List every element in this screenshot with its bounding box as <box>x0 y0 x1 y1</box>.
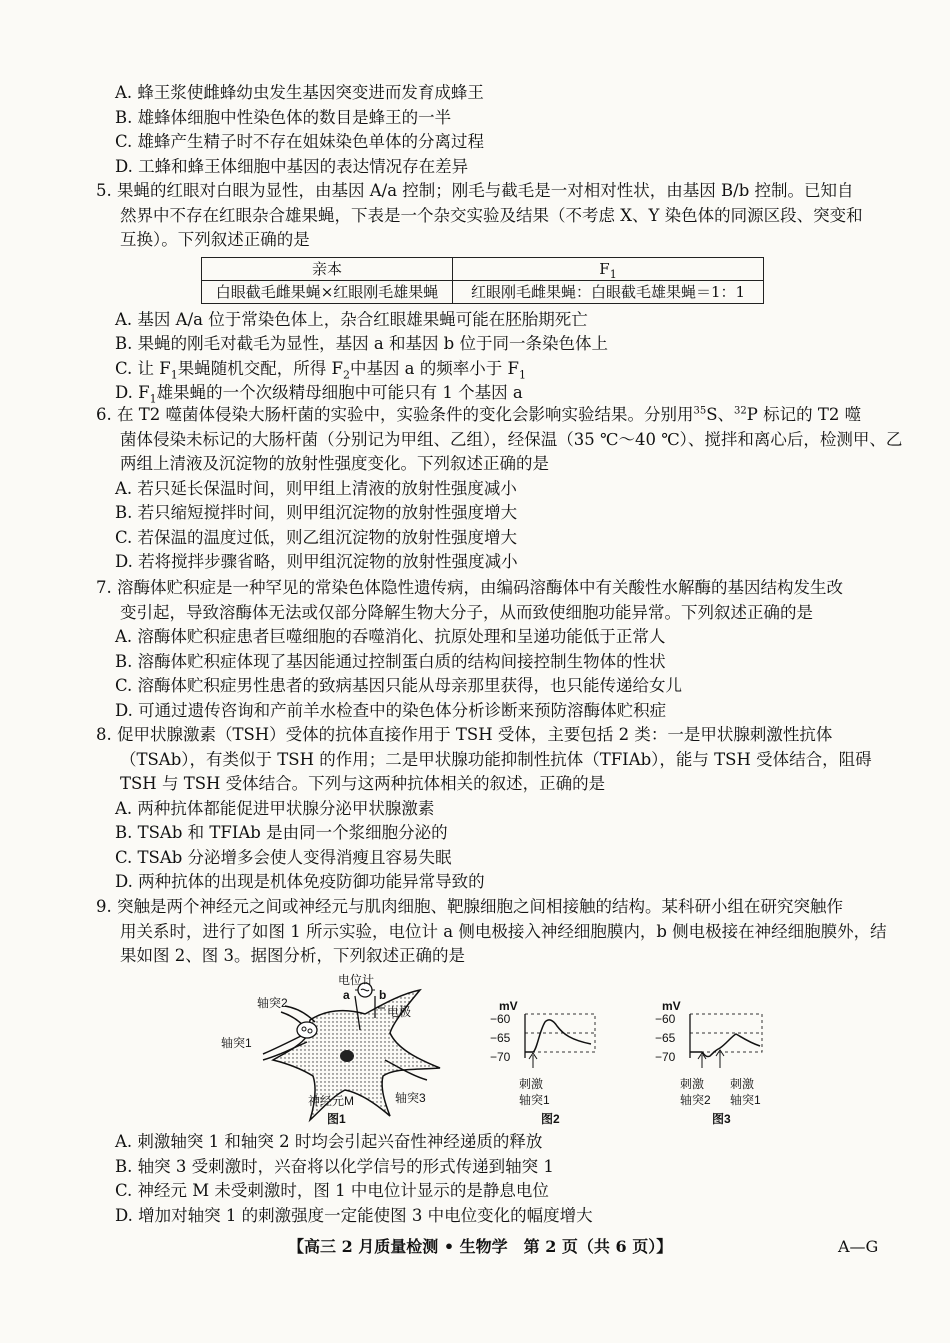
question-7 <box>96 576 871 723</box>
figure-2-tick-65: −65 <box>490 1031 511 1045</box>
q7-option-c: C. 溶酶体贮积症男性患者的致病基因只能从母亲那里获得，也只能传递给女儿 <box>115 676 683 695</box>
q4-option-b: B. 雄蜂体细胞中性染色体的数目是蜂王的一半 <box>115 107 452 127</box>
q5-table-header-parent: 亲本 <box>202 257 453 280</box>
q8-option-a: A. 两种抗体都能促进甲状腺分泌甲状腺激素 <box>115 798 435 818</box>
figure-3-stim-a-target: 轴突2 <box>680 1093 711 1107</box>
q8-option-d: D. 两种抗体的出现是机体免疫防御功能异常导致的 <box>115 872 485 891</box>
question-5 <box>96 179 871 406</box>
q9-options <box>96 1130 871 1228</box>
q5-option-b: B. 果蝇的刚毛对截毛为显性，基因 a 和基因 b 位于同一条染色体上 <box>115 334 608 353</box>
figure-3-stim-b-label: 刺激 <box>730 1077 755 1091</box>
q6-stem-line-3: 两组上清液及沉淀物的放射性强度变化。下列叙述正确的是 <box>120 454 549 473</box>
figure-3-tick-70: −70 <box>655 1050 676 1064</box>
figure-2-tick-70: −70 <box>490 1050 511 1064</box>
q8-stem-line-3: TSH 与 TSH 受体结合。下列与这两种抗体相关的叙述，正确的是 <box>120 774 606 793</box>
axon-1-label: 轴突1 <box>221 1036 252 1050</box>
q7-option-b: B. 溶酶体贮积症体现了基因能通过控制蛋白质的结构间接控制生物体的性状 <box>115 651 666 671</box>
figure-3-trace <box>690 1034 760 1057</box>
q8-option-c: C. TSAb 分泌增多会使人变得消瘦且容易失眠 <box>115 847 452 867</box>
q5-table-f1-result: 红眼刚毛雌果蝇：白眼截毛雄果蝇＝1：1 <box>453 280 764 303</box>
q6-option-a: A. 若只延长保温时间，则甲组上清液的放射性强度减小 <box>115 478 517 498</box>
q6-stem-line-1: 6. 在 T2 噬菌体侵染大肠杆菌的实验中，实验条件的变化会影响实验结果。分别用$^{35}$S、$^{32}$P 标记的 T2 噬 <box>96 405 862 424</box>
q5-option-a: A. 基因 A/a 位于常染色体上，杂合红眼雄果蝇可能在胚胎期死亡 <box>115 309 588 329</box>
axon-2-label: 轴突2 <box>257 996 288 1010</box>
q5-stem-line-1: 5. 果蝇的红眼对白眼为显性，由基因 A/a 控制；刚毛与截毛是一对相对性状，由基因 B/b 控制。已知自 <box>96 181 854 200</box>
q5-stem-line-2: 然界中不存在红眼杂合雄果蝇，下表是一个杂交实验及结果（不考虑 X、Y 染色体的同源区段、突变和 <box>120 205 863 225</box>
figure-2-stim-target: 轴突1 <box>519 1093 550 1107</box>
figure-2-unit: mV <box>499 999 518 1013</box>
footer-paper-code: A—G <box>838 1237 879 1256</box>
electrode-label: 电极 <box>387 1005 412 1019</box>
q5-table-header-f1: $F_1$ <box>453 257 764 280</box>
figure-3 <box>640 992 790 1128</box>
q7-stem-line-2: 变引起，导致溶酶体无法或仅部分降解生物大分子，从而致使细胞功能异常。下列叙述正确的是 <box>120 602 813 622</box>
figure-2-tick-60: −60 <box>490 1012 511 1026</box>
q4-option-c: C. 雄蜂产生精子时不存在姐妹染色单体的分离过程 <box>115 132 485 151</box>
figure-1-caption: 图1 <box>327 1112 346 1126</box>
figure-2 <box>467 992 607 1128</box>
q4-option-a: A. 蜂王浆使雌蜂幼虫发生基因突变进而发育成蜂王 <box>115 83 484 102</box>
question-4-options <box>107 81 882 179</box>
figure-3-tick-65: −65 <box>655 1031 676 1045</box>
q6-option-d: D. 若将搅拌步骤省略，则甲组沉淀物的放射性强度减小 <box>115 552 518 571</box>
nucleus <box>340 1050 354 1062</box>
q8-stem-line-1: 8. 促甲状腺激素（TSH）受体的抗体直接作用于 TSH 受体，主要包括 2 类：一是甲状腺刺激性抗体 <box>96 725 833 744</box>
q5-option-c: C. 让 $F_1$果蝇随机交配，所得 $F_2$中基因 a 的频率小于 $F_1$ <box>115 358 526 381</box>
axon-3-label: 轴突3 <box>395 1091 426 1105</box>
question-9 <box>96 895 887 969</box>
q9-option-d: D. 增加对轴突 1 的刺激强度一定能使图 3 中电位变化的幅度增大 <box>115 1205 593 1225</box>
q5-table-parent-cross: 白眼截毛雌果蝇×红眼刚毛雄果蝇 <box>202 280 453 303</box>
q8-stem-line-2: （TSAb），有类似于 TSH 的作用；二是甲状腺功能抑制性抗体（TFIAb），能与 TSH 受体结合，阻碍 <box>120 749 872 769</box>
q7-option-d: D. 可通过遗传咨询和产前羊水检查中的染色体分析诊断来预防溶酶体贮积症 <box>115 700 667 720</box>
q6-option-b: B. 若只缩短搅拌时间，则甲组沉淀物的放射性强度增大 <box>115 503 518 522</box>
electrode-a-label: a <box>343 988 350 1002</box>
figure-3-tick-60: −60 <box>655 1012 676 1026</box>
neuron-m-label: 神经元M <box>308 1094 354 1108</box>
figure-2-caption: 图2 <box>541 1112 560 1126</box>
figure-2-stim-label: 刺激 <box>519 1077 544 1091</box>
electrode-b-label: b <box>379 988 387 1002</box>
q7-stem-line-1: 7. 溶酶体贮积症是一种罕见的常染色体隐性遗传病，由编码溶酶体中有关酸性水解酶的基因结构发生改 <box>96 578 843 597</box>
q9-stem-line-2: 用关系时，进行了如图 1 所示实验，电位计 a 侧电极接入神经细胞膜内，b 侧电极接在神经细胞膜外，结 <box>120 921 887 941</box>
question-8 <box>96 723 871 895</box>
q7-option-a: A. 溶酶体贮积症患者巨噬细胞的吞噬消化、抗原处理和呈递功能低于正常人 <box>115 627 666 646</box>
q8-option-b: B. TSAb 和 TFIAb 是由同一个浆细胞分泌的 <box>115 823 448 842</box>
q5-stem-line-3: 互换）。下列叙述正确的是 <box>120 230 310 249</box>
q6-option-c: C. 若保温的温度过低，则乙组沉淀物的放射性强度增大 <box>115 527 518 547</box>
footer-title: 【高三 2 月质量检测 • 生物学 第 2 页（共 6 页）】 <box>288 1237 673 1256</box>
figure-3-stim-a-label: 刺激 <box>680 1077 705 1091</box>
figure-1 <box>215 968 455 1126</box>
q5-cross-table <box>201 257 764 304</box>
q9-stem-line-1: 9. 突触是两个神经元之间或神经元与肌肉细胞、靶腺细胞之间相接触的结构。某科研小组在研究突触作 <box>96 897 843 916</box>
q9-stem-line-3: 果如图 2、图 3。据图分析，下列叙述正确的是 <box>120 946 465 965</box>
q9-option-a: A. 刺激轴突 1 和轴突 2 时均会引起兴奋性神经递质的释放 <box>115 1132 543 1151</box>
figure-2-trace <box>525 1020 591 1052</box>
potentiometer-label: 电位计 <box>338 973 375 987</box>
q9-option-b: B. 轴突 3 受刺激时，兴奋将以化学信号的形式传递到轴突 1 <box>115 1156 554 1176</box>
figure-3-stim-b-target: 轴突1 <box>730 1093 761 1107</box>
figure-3-caption: 图3 <box>712 1112 731 1126</box>
q5-option-d: D. $F_1$雄果蝇的一个次级精母细胞中可能只有 1 个基因 a <box>115 383 523 406</box>
question-6 <box>96 403 903 575</box>
q9-option-c: C. 神经元 M 未受刺激时，图 1 中电位计显示的是静息电位 <box>115 1181 549 1200</box>
q4-option-d: D. 工蜂和蜂王体细胞中基因的表达情况存在差异 <box>115 156 469 176</box>
q6-stem-line-2: 菌体侵染未标记的大肠杆菌（分别记为甲组、乙组），经保温（35 ℃～40 ℃）、搅拌和离心后，检测甲、乙 <box>120 429 903 449</box>
figure-3-unit: mV <box>662 999 681 1013</box>
